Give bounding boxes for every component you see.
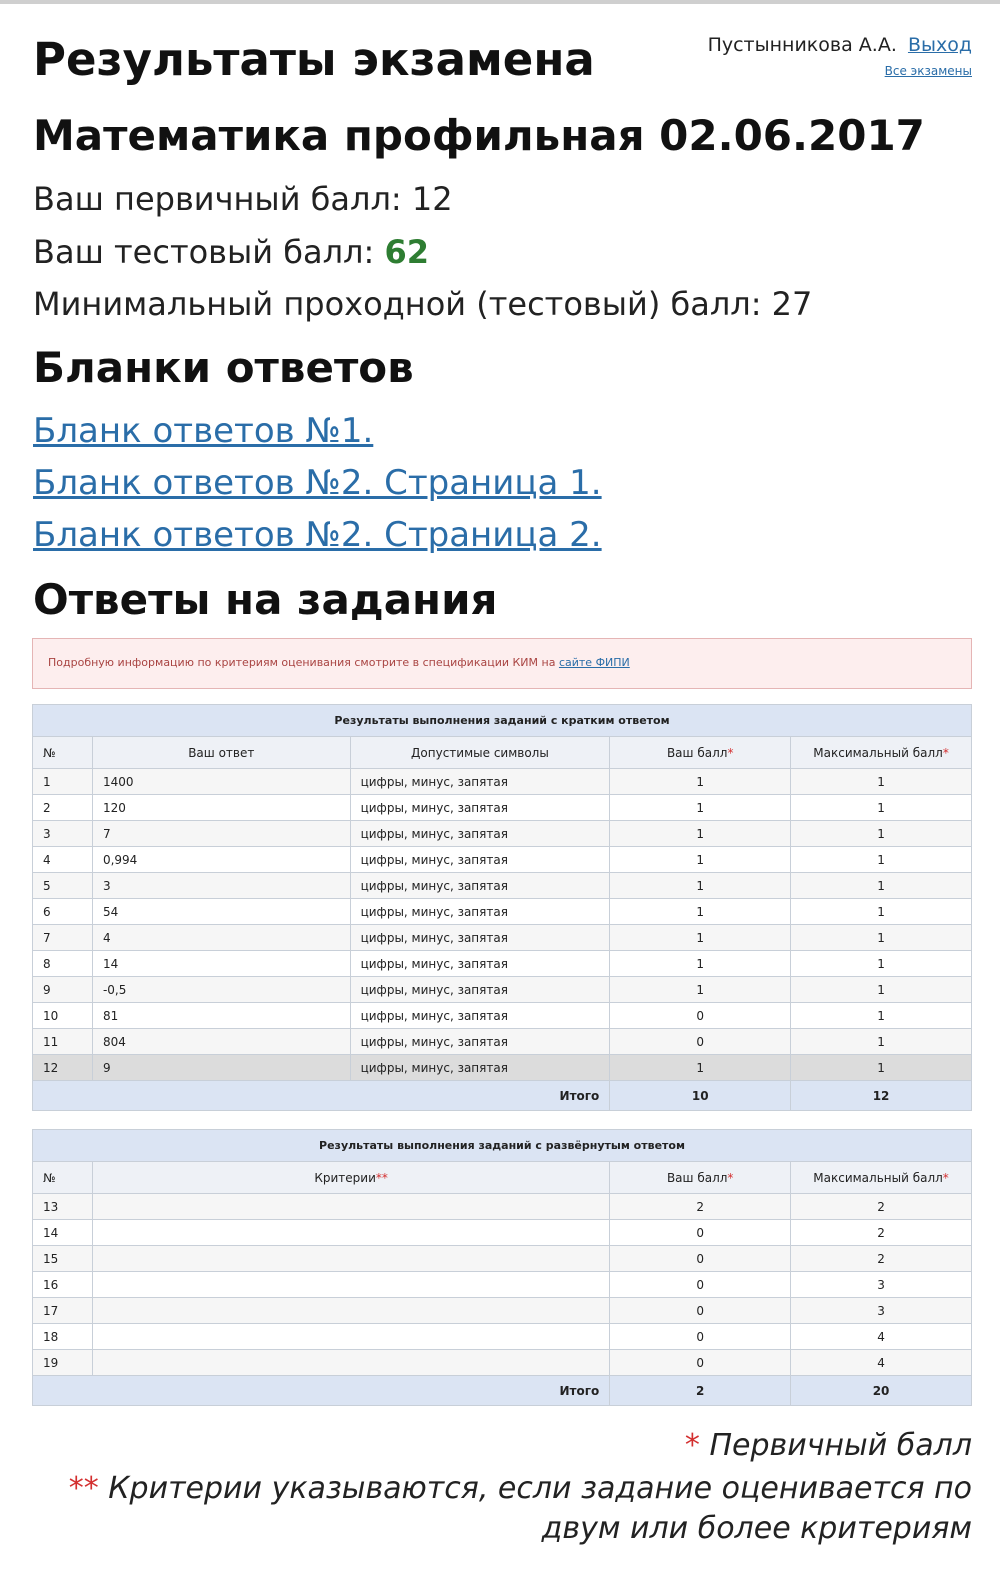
cell-criteria <box>92 1246 609 1272</box>
primary-score-value: 12 <box>411 180 453 218</box>
cell-number: 1 <box>33 769 93 795</box>
cell-number: 4 <box>33 847 93 873</box>
col-your-score-label: Ваш балл <box>666 745 728 760</box>
answers-title: Ответы на задания <box>33 575 498 624</box>
test-score <box>33 233 429 271</box>
star-mark: * <box>727 745 734 760</box>
short-answer-table <box>32 704 972 1111</box>
col-max-score-label: Максимальный балл <box>813 1170 943 1185</box>
col-criteria <box>92 1162 609 1194</box>
cell-max-score: 1 <box>791 1055 972 1081</box>
cell-number: 9 <box>33 977 93 1003</box>
cell-number: 17 <box>33 1298 93 1324</box>
long-total-label: Итого <box>33 1376 610 1406</box>
cell-max-score: 1 <box>791 847 972 873</box>
cell-criteria <box>92 1324 609 1350</box>
fipi-link[interactable]: сайте ФИПИ <box>558 656 630 669</box>
table-row <box>33 977 972 1003</box>
cell-your-answer: 120 <box>92 795 350 821</box>
table-row <box>33 899 972 925</box>
all-exams-link[interactable]: Все экзамены <box>884 64 972 78</box>
table-row <box>33 1324 972 1350</box>
page-title: Результаты экзамена <box>33 33 595 86</box>
short-total-max: 12 <box>791 1081 972 1111</box>
table-row <box>33 1029 972 1055</box>
table-row <box>33 1246 972 1272</box>
table-row <box>33 847 972 873</box>
long-total-score: 2 <box>610 1376 791 1406</box>
cell-number: 16 <box>33 1272 93 1298</box>
long-total-max: 20 <box>791 1376 972 1406</box>
cell-max-score: 2 <box>791 1246 972 1272</box>
cell-your-answer: 9 <box>92 1055 350 1081</box>
primary-score-label: Ваш первичный балл: <box>33 180 412 218</box>
cell-number: 15 <box>33 1246 93 1272</box>
cell-number: 12 <box>33 1055 93 1081</box>
col-max-score <box>791 1162 972 1194</box>
col-number: № <box>33 1162 93 1194</box>
short-total-label: Итого <box>33 1081 610 1111</box>
cell-max-score: 4 <box>791 1350 972 1376</box>
col-max-score <box>791 737 972 769</box>
col-allowed-symbols: Допустимые символы <box>350 737 610 769</box>
cell-allowed-symbols: цифры, минус, запятая <box>350 1003 610 1029</box>
cell-your-score: 0 <box>610 1220 791 1246</box>
cell-your-score: 0 <box>610 1298 791 1324</box>
table-row <box>33 951 972 977</box>
footnote-primary-text: Первичный балл <box>699 1428 972 1463</box>
footnote-primary <box>685 1428 972 1463</box>
cell-max-score: 2 <box>791 1194 972 1220</box>
cell-criteria <box>92 1350 609 1376</box>
star-mark: * <box>942 1170 949 1185</box>
cell-max-score: 1 <box>791 873 972 899</box>
footnote-star: * <box>684 1428 700 1463</box>
cell-allowed-symbols: цифры, минус, запятая <box>350 1055 610 1081</box>
col-your-score <box>610 1162 791 1194</box>
footnote-criteria-line1: Критерии указываются, если задание оценивается по <box>98 1471 972 1506</box>
cell-your-answer: 3 <box>92 873 350 899</box>
table-row <box>33 925 972 951</box>
cell-max-score: 1 <box>791 1003 972 1029</box>
cell-number: 5 <box>33 873 93 899</box>
cell-your-answer: 14 <box>92 951 350 977</box>
cell-max-score: 1 <box>791 925 972 951</box>
short-total-score: 10 <box>610 1081 791 1111</box>
cell-max-score: 1 <box>791 977 972 1003</box>
primary-score <box>33 180 453 218</box>
cell-criteria <box>92 1220 609 1246</box>
criteria-info-alert <box>32 638 972 689</box>
table-row <box>33 1194 972 1220</box>
cell-your-score: 1 <box>610 821 791 847</box>
cell-max-score: 3 <box>791 1272 972 1298</box>
star-mark: * <box>942 745 949 760</box>
col-your-score-label: Ваш балл <box>666 1170 728 1185</box>
col-max-score-label: Максимальный балл <box>813 745 943 760</box>
user-name: Пустынникова А.А. <box>707 34 897 56</box>
cell-your-score: 1 <box>610 795 791 821</box>
short-table-caption: Результаты выполнения заданий с кратким ответом <box>33 705 972 737</box>
cell-number: 10 <box>33 1003 93 1029</box>
table-row <box>33 1055 972 1081</box>
table-row <box>33 795 972 821</box>
cell-number: 8 <box>33 951 93 977</box>
cell-allowed-symbols: цифры, минус, запятая <box>350 847 610 873</box>
cell-your-answer: 804 <box>92 1029 350 1055</box>
cell-criteria <box>92 1194 609 1220</box>
cell-allowed-symbols: цифры, минус, запятая <box>350 795 610 821</box>
cell-your-answer: -0,5 <box>92 977 350 1003</box>
cell-allowed-symbols: цифры, минус, запятая <box>350 899 610 925</box>
cell-allowed-symbols: цифры, минус, запятая <box>350 925 610 951</box>
cell-your-answer: 7 <box>92 821 350 847</box>
cell-allowed-symbols: цифры, минус, запятая <box>350 951 610 977</box>
user-box <box>708 34 972 78</box>
cell-your-score: 1 <box>610 899 791 925</box>
cell-max-score: 1 <box>791 1029 972 1055</box>
cell-number: 7 <box>33 925 93 951</box>
cell-your-score: 0 <box>610 1324 791 1350</box>
footnote-double-star: ** <box>68 1471 99 1506</box>
table-row <box>33 769 972 795</box>
cell-your-answer: 81 <box>92 1003 350 1029</box>
min-score <box>33 285 812 323</box>
cell-allowed-symbols: цифры, минус, запятая <box>350 769 610 795</box>
cell-your-answer: 54 <box>92 899 350 925</box>
table-row <box>33 821 972 847</box>
cell-max-score: 1 <box>791 821 972 847</box>
test-score-label: Ваш тестовый балл: <box>33 233 385 271</box>
cell-number: 18 <box>33 1324 93 1350</box>
blank-link-2-page-1[interactable]: Бланк ответов №2. Страница 1. <box>33 463 602 503</box>
cell-your-score: 1 <box>610 873 791 899</box>
cell-your-score: 1 <box>610 977 791 1003</box>
cell-your-score: 0 <box>610 1272 791 1298</box>
cell-number: 11 <box>33 1029 93 1055</box>
cell-number: 19 <box>33 1350 93 1376</box>
logout-link[interactable]: Выход <box>907 34 972 56</box>
col-number: № <box>33 737 93 769</box>
cell-your-score: 1 <box>610 1055 791 1081</box>
cell-max-score: 3 <box>791 1298 972 1324</box>
cell-number: 13 <box>33 1194 93 1220</box>
cell-max-score: 4 <box>791 1324 972 1350</box>
cell-your-score: 0 <box>610 1350 791 1376</box>
cell-your-score: 1 <box>610 951 791 977</box>
cell-number: 14 <box>33 1220 93 1246</box>
cell-your-answer: 0,994 <box>92 847 350 873</box>
blank-link-2-page-2[interactable]: Бланк ответов №2. Страница 2. <box>33 515 602 555</box>
col-your-answer: Ваш ответ <box>92 737 350 769</box>
star-mark: * <box>727 1170 734 1185</box>
cell-criteria <box>92 1272 609 1298</box>
cell-number: 6 <box>33 899 93 925</box>
footnote-criteria-cont: двум или более критериям <box>541 1511 972 1546</box>
cell-your-score: 1 <box>610 847 791 873</box>
top-border <box>0 0 1000 4</box>
table-row <box>33 873 972 899</box>
cell-max-score: 1 <box>791 795 972 821</box>
double-star-mark: ** <box>375 1170 388 1185</box>
cell-your-score: 1 <box>610 769 791 795</box>
cell-allowed-symbols: цифры, минус, запятая <box>350 873 610 899</box>
cell-criteria <box>92 1298 609 1324</box>
long-table-caption: Результаты выполнения заданий с развёрнутым ответом <box>33 1130 972 1162</box>
cell-max-score: 1 <box>791 769 972 795</box>
long-answer-table <box>32 1129 972 1406</box>
cell-your-score: 0 <box>610 1029 791 1055</box>
footnote-criteria <box>69 1471 972 1506</box>
cell-your-score: 0 <box>610 1003 791 1029</box>
test-score-value: 62 <box>384 233 429 271</box>
cell-allowed-symbols: цифры, минус, запятая <box>350 1029 610 1055</box>
min-score-value: 27 <box>771 285 813 323</box>
cell-your-score: 2 <box>610 1194 791 1220</box>
cell-your-answer: 1400 <box>92 769 350 795</box>
table-row <box>33 1003 972 1029</box>
cell-allowed-symbols: цифры, минус, запятая <box>350 977 610 1003</box>
subject-title: Математика профильная 02.06.2017 <box>33 111 925 160</box>
cell-max-score: 1 <box>791 951 972 977</box>
min-score-label: Минимальный проходной (тестовый) балл: <box>33 285 772 323</box>
cell-your-score: 0 <box>610 1246 791 1272</box>
cell-number: 2 <box>33 795 93 821</box>
cell-your-answer: 4 <box>92 925 350 951</box>
blanks-title: Бланки ответов <box>33 343 414 392</box>
table-row <box>33 1350 972 1376</box>
table-row <box>33 1272 972 1298</box>
col-your-score <box>610 737 791 769</box>
criteria-info-text: Подробную информацию по критериям оценивания смотрите в спецификации КИМ на <box>48 656 559 669</box>
cell-your-score: 1 <box>610 925 791 951</box>
cell-allowed-symbols: цифры, минус, запятая <box>350 821 610 847</box>
table-row <box>33 1298 972 1324</box>
cell-max-score: 2 <box>791 1220 972 1246</box>
col-criteria-label: Критерии <box>314 1170 376 1185</box>
cell-max-score: 1 <box>791 899 972 925</box>
cell-number: 3 <box>33 821 93 847</box>
blank-link-1[interactable]: Бланк ответов №1. <box>33 411 374 451</box>
table-row <box>33 1220 972 1246</box>
